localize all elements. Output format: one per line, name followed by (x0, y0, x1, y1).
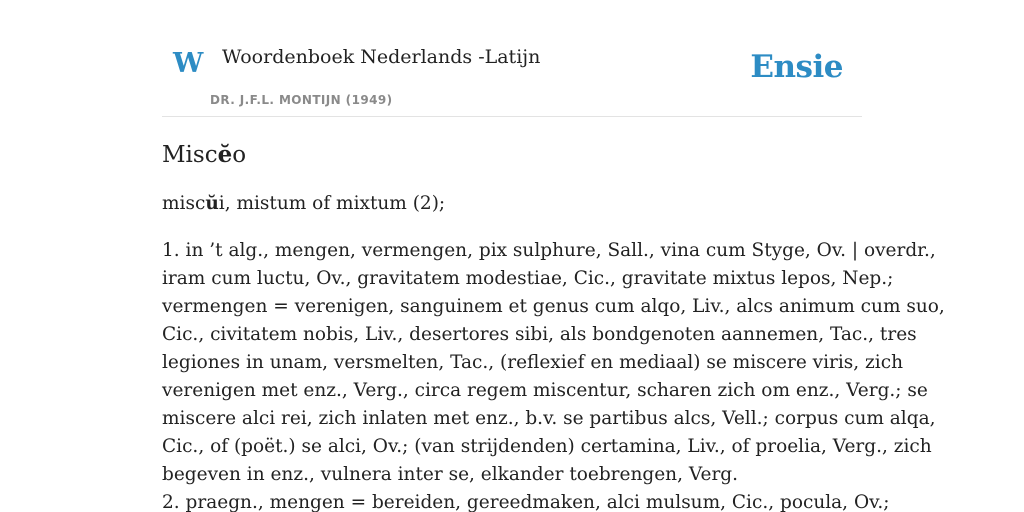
entry-definition (162, 237, 945, 512)
definition-line: Cic., of (poët.) se alci, Ov.; (van strijdenden) certamina, Liv., of proelia, Verg., zich (162, 436, 932, 457)
entry-title-suffix: o (232, 142, 247, 168)
dictionary-author: DR. J.F.L. MONTIJN (1949) (210, 93, 393, 107)
definition-line: verenigen met enz., Verg., circa regem miscentur, scharen zich om enz., Verg.; se (162, 380, 928, 401)
entry-forms-suffix: i, mistum of mixtum (2); (218, 193, 446, 214)
definition-line: begeven in enz., vulnera inter se, elkander toebrengen, Verg. (162, 464, 739, 485)
dictionary-logo[interactable]: W (173, 48, 204, 79)
entry-forms-prefix: misc (162, 193, 206, 214)
dictionary-header (162, 0, 862, 117)
entry-content (162, 138, 945, 512)
dictionary-title[interactable]: Woordenboek Nederlands -Latijn (222, 46, 541, 68)
definition-line: 2. praegn., mengen = bereiden, gereedmaken, alci mulsum, Cic., pocula, Ov.; (162, 492, 890, 512)
ensie-logo[interactable]: Ensie (750, 49, 843, 85)
definition-line: iram cum luctu, Ov., gravitatem modestiae, Cic., gravitate mixtus lepos, Nep.; (162, 268, 894, 289)
entry-title-accent: ĕ (217, 141, 233, 168)
definition-line: Cic., civitatem nobis, Liv., desertores sibi, als bondgenoten aannemen, Tac., tres (162, 324, 917, 345)
definition-line: vermengen = verenigen, sanguinem et genus cum alqo, Liv., alcs animum cum suo, (162, 296, 945, 317)
entry-title (162, 138, 862, 172)
entry-forms-accent: ŭ (205, 193, 219, 214)
entry-forms (162, 190, 862, 218)
entry-title-prefix: Misc (162, 142, 218, 168)
definition-line: legiones in unam, versmelten, Tac., (reflexief en mediaal) se miscere viris, zich (162, 352, 903, 373)
definition-line: 1. in ’t alg., mengen, vermengen, pix sulphure, Sall., vina cum Styge, Ov. | overdr., (162, 240, 936, 261)
definition-line: miscere alci rei, zich inlaten met enz., b.v. se partibus alcs, Vell.; corpus cum alqa, (162, 408, 936, 429)
